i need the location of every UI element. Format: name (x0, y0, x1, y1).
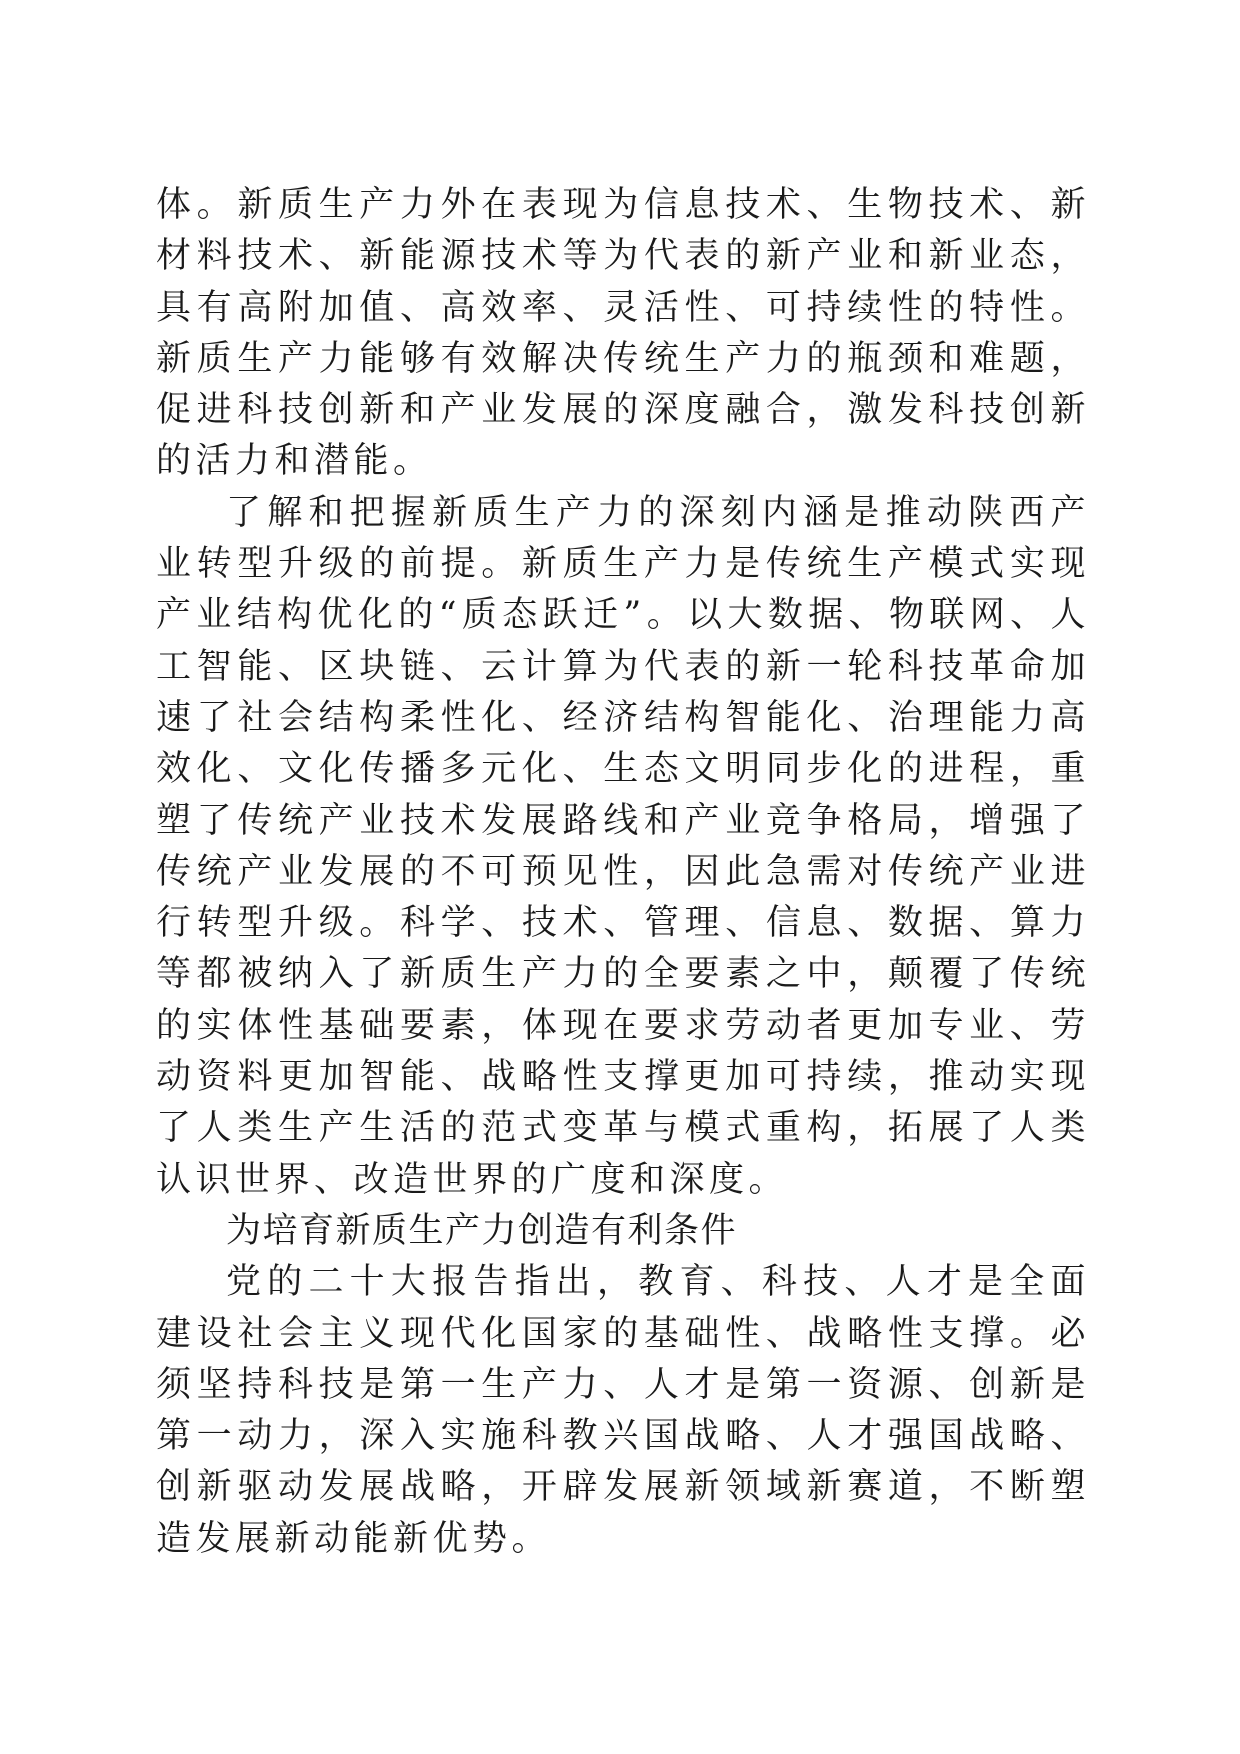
paragraph-twentieth-congress-report: 党的二十大报告指出，教育、科技、人才是全面建设社会主义现代化国家的基础性、战略性支撑。必须坚持科技是第一生产力、人才是第一资源、创新是第一动力，深入实施科教兴国战略、人才强国战略、创新驱动发展战略，开辟发展新领域新赛道，不断塑造发展新动能新优势。 (156, 1262, 1090, 1559)
paragraph-new-productivity-connotation: 了解和把握新质生产力的深刻内涵是推动陕西产业转型升级的前提。新质生产力是传统生产模式实现产业结构优化的“质态跃迁”。以大数据、物联网、人工智能、区块链、云计算为代表的新一轮科技革命加速了社会结构柔性化、经济结构智能化、治理能力高效化、文化传播多元化、生态文明同步化的进程，重塑了传统产业技术发展路线和产业竞争格局，增强了传统产业发展的不可预见性，因此急需对传统产业进行转型升级。科学、技术、管理、信息、数据、算力等都被纳入了新质生产力的全要素之中，颠覆了传统的实体性基础要素，体现在要求劳动者更加专业、劳动资料更加智能、战略性支撑更加可持续，推动实现了人类生产生活的范式变革与模式重构，拓展了人类认识世界、改造世界的广度和深度。 (156, 492, 1090, 1200)
section-heading: 为培育新质生产力创造有利条件 (226, 1210, 738, 1251)
paragraph-continuation: 体。新质生产力外在表现为信息技术、生物技术、新材料技术、新能源技术等为代表的新产业和新业态，具有高附加值、高效率、灵活性、可持续性的特性。新质生产力能够有效解决传统生产力的瓶颈和难题，促进科技创新和产业发展的深度融合，激发科技创新的活力和潜能。 (156, 185, 1090, 482)
document-body (156, 180, 1090, 1565)
